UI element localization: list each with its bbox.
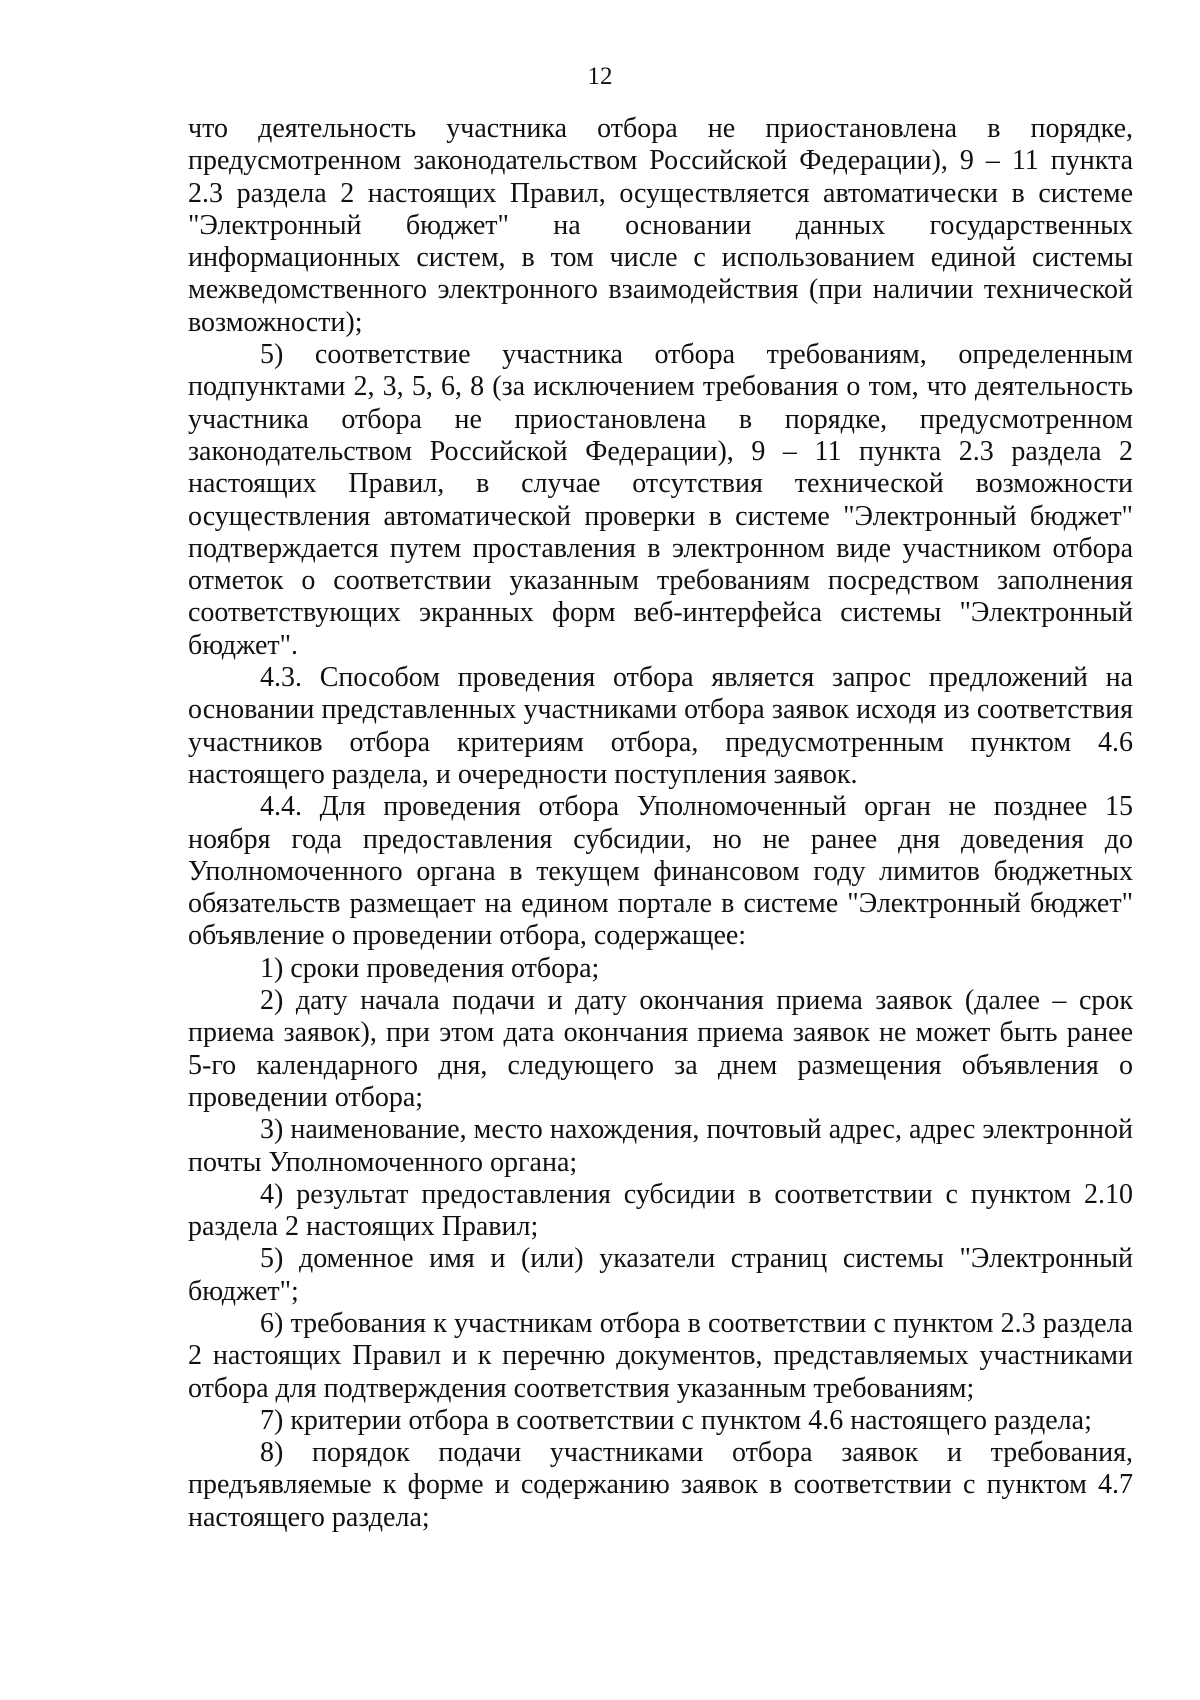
document-body — [188, 113, 1133, 1534]
paragraph-item-5: 5) соответствие участника отбора требованиям, определенным подпунктами 2, 3, 5, 6, 8 (за исключением требования о том, что деятельность участника отбора не приостановлена в порядке, предусмотренном законодательством Российской Федерации), 9 – 11 пункта 2.3 раздела 2 настоящих Правил, в случае отсутствия технической возможности осуществления автоматической проверки в системе "Электронный бюджет" подтверждается путем проставления в электронном виде участником отбора отметок о соответствии указанным требованиям посредством заполнения соответствующих экранных форм веб-интерфейса системы "Электронный бюджет". — [188, 339, 1133, 661]
list-item-6: 6) требования к участникам отбора в соответствии с пунктом 2.3 раздела 2 настоящих Правил и к перечню документов, представляемых участниками отбора для подтверждения соответствия указанным требованиям; — [188, 1307, 1133, 1404]
paragraph-clause-4-4: 4.4. Для проведения отбора Уполномоченный орган не позднее 15 ноября года предоставления субсидии, но не ранее дня доведения до Уполномоченного органа в текущем финансовом году лимитов бюджетных обязательств размещает на едином портале в системе "Электронный бюджет" объявление о проведении отбора, содержащее: — [188, 791, 1133, 952]
paragraph-continuation: что деятельность участника отбора не приостановлена в порядке, предусмотренном законодательством Российской Федерации), 9 – 11 пункта 2.3 раздела 2 настоящих Правил, осуществляется автоматически в системе "Электронный бюджет" на основании данных государственных информационных систем, в том числе с использованием единой системы межведомственного электронного взаимодействия (при наличии технической возможности); — [188, 113, 1133, 338]
list-item-7: 7) критерии отбора в соответствии с пунктом 4.6 настоящего раздела; — [260, 1404, 1092, 1436]
page-number: 12 — [587, 63, 613, 90]
list-item-2: 2) дату начала подачи и дату окончания приема заявок (далее – срок приема заявок), при этом дата окончания приема заявок не может быть ранее 5-го календарного дня, следующего за днем размещения объявления о проведении отбора; — [188, 985, 1133, 1113]
list-item-8: 8) порядок подачи участниками отбора заявок и требования, предъявляемые к форме и содержанию заявок в соответствии с пунктом 4.7 настоящего раздела; — [188, 1437, 1133, 1533]
list-item-1: 1) сроки проведения отбора; — [260, 952, 600, 984]
list-item-5: 5) доменное имя и (или) указатели страниц системы "Электронный бюджет"; — [188, 1243, 1133, 1307]
list-item-4: 4) результат предоставления субсидии в соответствии с пунктом 2.10 раздела 2 настоящих Правил; — [188, 1178, 1133, 1243]
list-item-3: 3) наименование, место нахождения, почтовый адрес, адрес электронной почты Уполномоченного органа; — [188, 1114, 1133, 1178]
paragraph-clause-4-3: 4.3. Способом проведения отбора является запрос предложений на основании представленных участниками отбора заявок исходя из соответствия участников отбора критериям отбора, предусмотренным пунктом 4.6 настоящего раздела, и очередности поступления заявок. — [188, 662, 1133, 790]
